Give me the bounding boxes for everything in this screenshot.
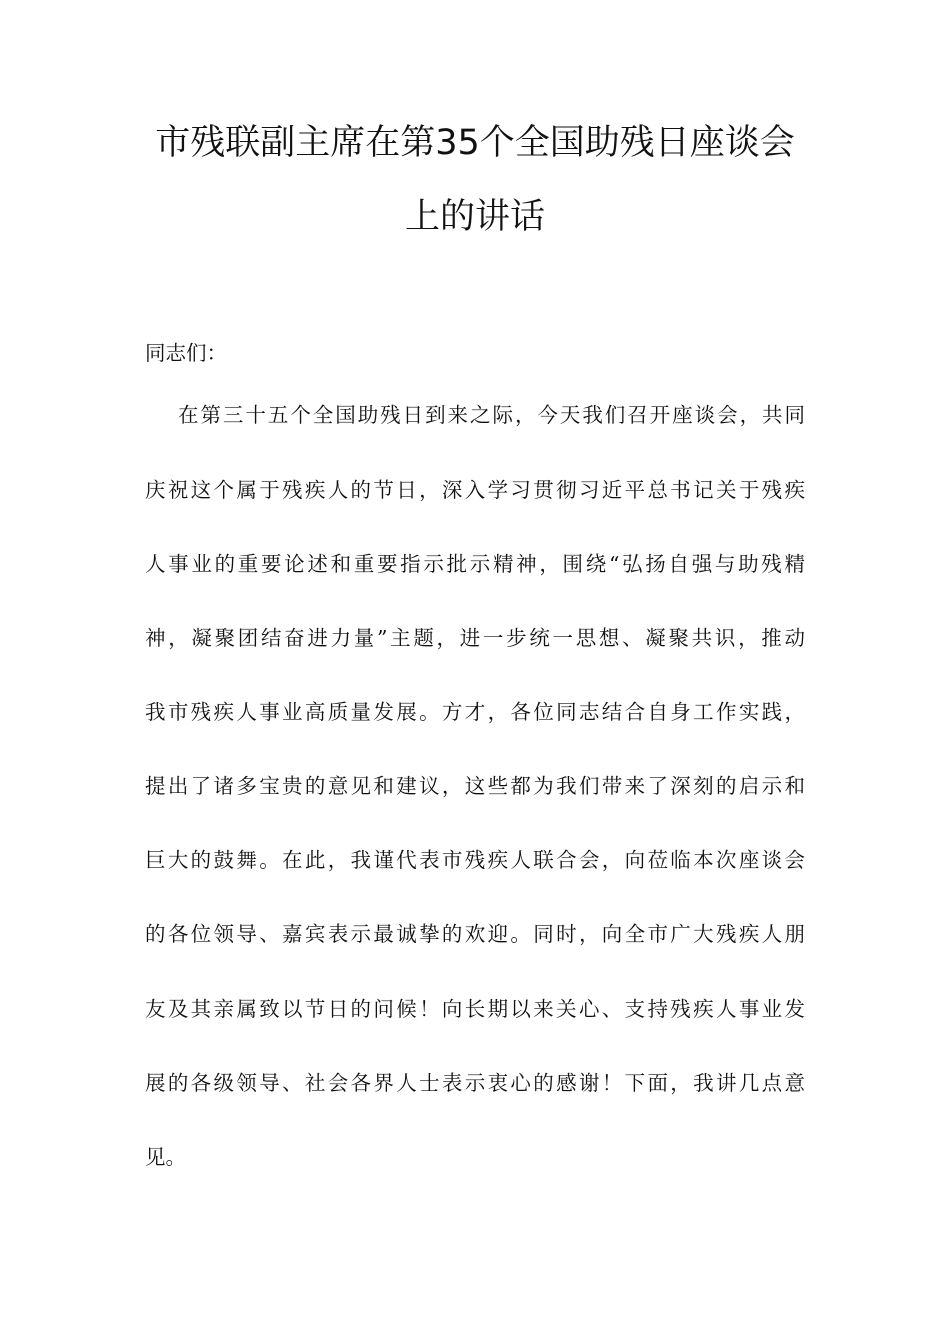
- paragraph-line: 友及其亲属致以节日的问候！向长期以来关心、支持残疾人事业发: [145, 997, 805, 1021]
- paragraph-line: 巨大的鼓舞。在此，我谨代表市残疾人联合会，向莅临本次座谈会: [145, 848, 805, 872]
- paragraph-line: 展的各级领导、社会各界人士表示衷心的感谢！下面，我讲几点意: [145, 1071, 805, 1095]
- paragraph-line: 在第三十五个全国助残日到来之际，今天我们召开座谈会，共同: [178, 403, 805, 427]
- paragraph-line: 我市残疾人事业高质量发展。方才，各位同志结合自身工作实践，: [145, 700, 805, 724]
- paragraph-line: 提出了诸多宝贵的意见和建议，这些都为我们带来了深刻的启示和: [145, 774, 805, 798]
- salutation: 同志们：: [145, 341, 227, 365]
- paragraph-line: 见。: [145, 1145, 186, 1169]
- paragraph-line: 神，凝聚团结奋进力量”主题，进一步统一思想、凝聚共识，推动: [145, 626, 805, 650]
- document-title-line-2: 上的讲话: [404, 197, 545, 237]
- paragraph-line: 人事业的重要论述和重要指示批示精神，围绕“弘扬自强与助残精: [145, 552, 805, 576]
- paragraph-line: 的各位领导、嘉宾表示最诚挚的欢迎。同时，向全市广大残疾人朋: [145, 922, 805, 946]
- paragraph-line: 庆祝这个属于残疾人的节日，深入学习贯彻习近平总书记关于残疾: [145, 478, 805, 502]
- document-title-line-1: 市残联副主席在第35个全国助残日座谈会: [155, 123, 795, 163]
